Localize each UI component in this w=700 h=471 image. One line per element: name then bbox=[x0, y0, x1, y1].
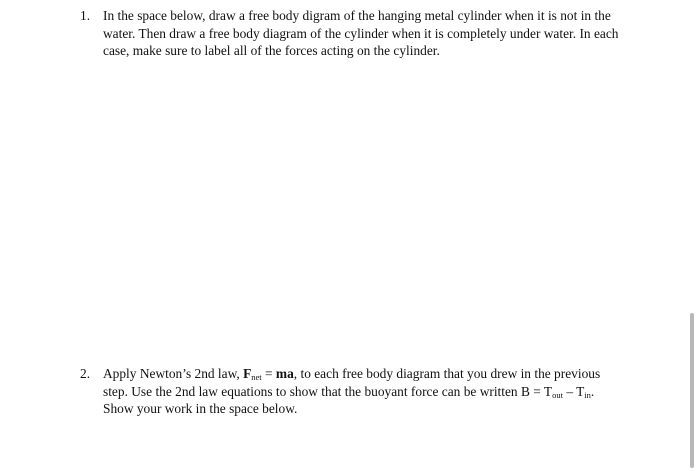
ma-term: ma bbox=[275, 366, 294, 381]
fnet-symbol: F bbox=[243, 366, 252, 381]
question-2-text bbox=[103, 365, 620, 418]
question-2-number: 2. bbox=[80, 366, 91, 381]
q2-ending: . Show your work in the space below. bbox=[103, 383, 595, 416]
vertical-scrollbar[interactable] bbox=[690, 313, 694, 468]
equals-sign: = bbox=[261, 366, 276, 381]
question-2 bbox=[80, 365, 620, 418]
fnet-subscript: net bbox=[251, 372, 262, 382]
question-1 bbox=[80, 7, 620, 60]
question-1-text: In the space below, draw a free body digram of the hanging metal cylinder when it is not in the water. Then draw a free body diagram of the cylinder when it is completely under water. In each case, make sure to label all of the forces acting on the cylinder. bbox=[103, 8, 619, 58]
q2-intro: Apply Newton’s 2nd law, bbox=[103, 366, 244, 381]
question-1-number: 1. bbox=[80, 8, 91, 23]
tin-subscript: in bbox=[584, 389, 591, 400]
tout-subscript: out bbox=[552, 389, 563, 400]
q2-body: , to each free body diagram that you drew in the previous step. Use the 2nd law equations to show that the buoyant force can be written B = T bbox=[103, 366, 601, 399]
minus-t: – T bbox=[562, 383, 585, 399]
